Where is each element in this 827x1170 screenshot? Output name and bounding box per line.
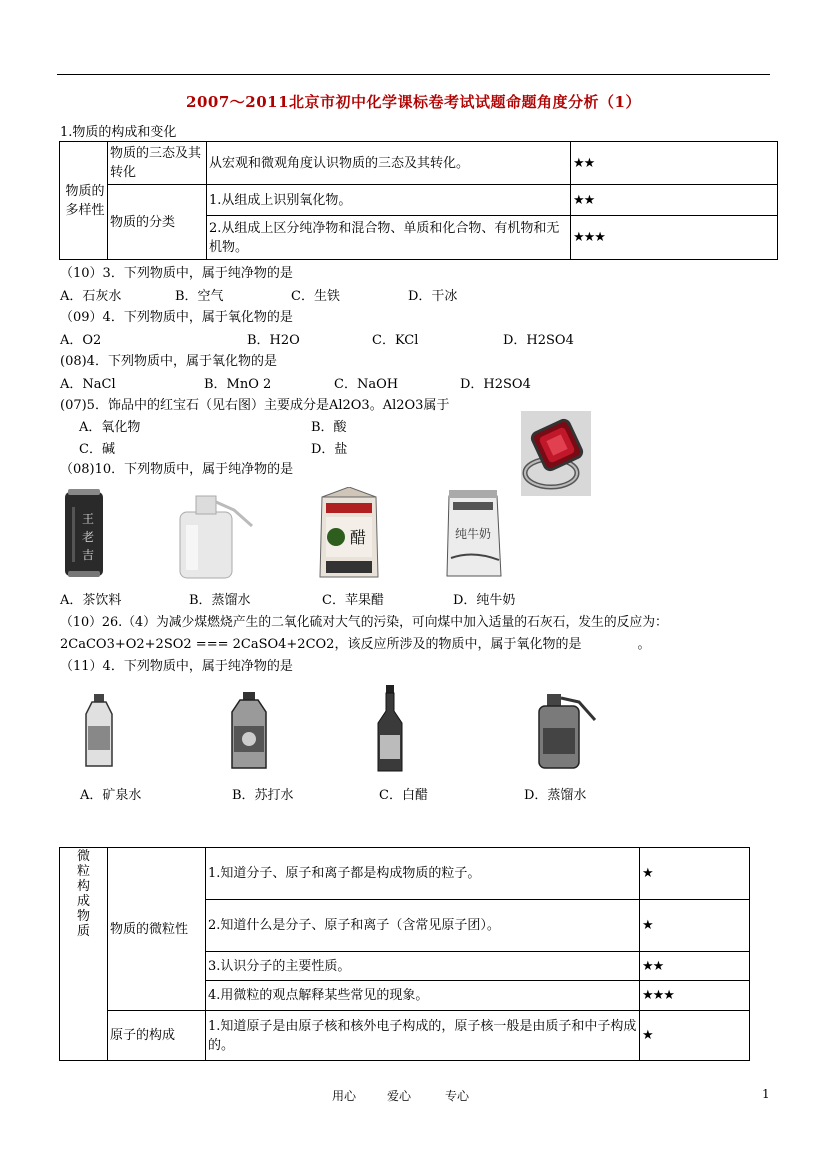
question-line: （10）26.（4）为减少煤燃烧产生的二氧化硫对大气的污染，可向煤中加入适量的石灰石，发生的反应为： — [60, 615, 668, 630]
stars-cell: ★ — [640, 900, 750, 952]
option: A．氧化物 — [79, 420, 141, 435]
period: 。 — [637, 637, 651, 652]
option: A．O2 — [60, 333, 102, 348]
apple-vinegar-carton-image — [316, 487, 382, 579]
footer-text: 专心 — [445, 1089, 470, 1103]
question-stem: (07)5．饰品中的红宝石（见右图）主要成分是Al2O3。Al2O3属于 — [60, 398, 450, 413]
question-stem: （09）4．下列物质中，属于氧化物的是 — [60, 310, 293, 325]
option: C．NaOH — [334, 377, 399, 392]
requirement-cell: 2.从组成上区分纯净物和混合物、单质和化合物、有机物和无机物。 — [207, 216, 571, 260]
option: B．酸 — [311, 420, 347, 435]
question-line — [60, 633, 650, 652]
category-text: 物质的多样性 — [65, 183, 105, 218]
option: C．苹果醋 — [322, 593, 384, 608]
footer-text: 用心 — [332, 1089, 357, 1103]
stars-cell: ★★★ — [640, 981, 750, 1011]
option: D．H2SO4 — [460, 377, 531, 392]
question-stem: （08)10．下列物质中，属于纯净物的是 — [60, 462, 294, 477]
standards-table-1 — [59, 141, 778, 260]
question-stem: (08)4．下列物质中，属于氧化物的是 — [60, 354, 277, 369]
option: D．蒸馏水 — [524, 788, 587, 803]
mineral-water-bottle-image — [82, 692, 116, 770]
option: D．H2SO4 — [503, 333, 574, 348]
can-label-char: 老 — [81, 530, 95, 544]
stars-cell: ★★★ — [571, 216, 778, 260]
option: A．矿泉水 — [80, 788, 142, 803]
stars-cell: ★★ — [640, 952, 750, 981]
option: C．生铁 — [291, 289, 340, 304]
topic-cell: 物质的三态及其转化 — [108, 142, 207, 185]
question-stem: （11）4．下列物质中，属于纯净物的是 — [60, 659, 293, 674]
requirement-cell: 1.从组成上识别氧化物。 — [207, 185, 571, 216]
stars-cell: ★★ — [571, 142, 778, 185]
requirement-cell: 2.知道什么是分子、原子和离子（含常见原子团）。 — [206, 900, 640, 952]
requirement-cell: 3.认识分子的主要性质。 — [206, 952, 640, 981]
requirement-cell: 从宏观和微观角度认识物质的三态及其转化。 — [207, 142, 571, 185]
stars-cell: ★★ — [571, 185, 778, 216]
standards-table-2 — [59, 847, 750, 1061]
distilled-water-bottle-image-2 — [535, 688, 601, 770]
stars-cell: ★ — [640, 1011, 750, 1061]
stars-cell: ★ — [640, 848, 750, 900]
requirement-cell: 1.知道原子是由原子核和核外电子构成的，原子核一般是由质子和中子构成的。 — [206, 1011, 640, 1061]
can-label-char: 吉 — [81, 548, 95, 562]
can-label-char: 王 — [81, 512, 95, 526]
section-heading: 1.物质的构成和变化 — [60, 125, 177, 140]
carton-label: 醋 — [349, 528, 367, 547]
white-vinegar-bottle-image — [376, 683, 404, 775]
option: B．MnO 2 — [204, 377, 272, 392]
requirement-cell: 1.知道分子、原子和离子都是构成物质的粒子。 — [206, 848, 640, 900]
footer-text: 爱心 — [387, 1089, 412, 1103]
ruby-ring-image — [521, 411, 591, 496]
tea-drink-can-image — [62, 487, 106, 579]
option: B．蒸馏水 — [189, 593, 251, 608]
option: D．干冰 — [408, 289, 458, 304]
milk-label: 纯牛奶 — [454, 527, 492, 541]
option: B．H2O — [247, 333, 300, 348]
distilled-water-bottle-image — [176, 490, 254, 580]
option: B．苏打水 — [232, 788, 294, 803]
option: A．石灰水 — [60, 289, 122, 304]
option: D．纯牛奶 — [453, 593, 516, 608]
topic-cell: 物质的分类 — [108, 185, 207, 260]
topic-cell: 原子的构成 — [108, 1011, 206, 1061]
option: B．空气 — [175, 289, 224, 304]
page-title: 2007～2011北京市初中化学课标卷考试试题命题角度分析（1） — [186, 93, 641, 111]
header-rule — [57, 74, 770, 75]
category-text: 微粒构成物质 — [76, 849, 90, 939]
category-cell — [60, 142, 108, 260]
option: C．碱 — [79, 442, 115, 457]
topic-cell: 物质的微粒性 — [108, 848, 206, 1011]
option: D．盐 — [311, 442, 348, 457]
equation-text: 2CaCO3+O2+2SO2 === 2CaSO4+2CO2，该反应所涉及的物质中，属于氧化物的是 — [60, 637, 582, 652]
page-number: 1 — [762, 1087, 770, 1101]
option: A．NaCl — [60, 377, 116, 392]
question-stem: （10）3．下列物质中，属于纯净物的是 — [60, 266, 293, 281]
soda-water-bottle-image — [228, 690, 270, 772]
option: C．KCl — [372, 333, 419, 348]
milk-carton-image — [445, 488, 505, 578]
option: A．茶饮料 — [60, 593, 122, 608]
option: C．白醋 — [379, 788, 428, 803]
category-cell — [60, 848, 108, 1061]
requirement-cell: 4.用微粒的观点解释某些常见的现象。 — [206, 981, 640, 1011]
